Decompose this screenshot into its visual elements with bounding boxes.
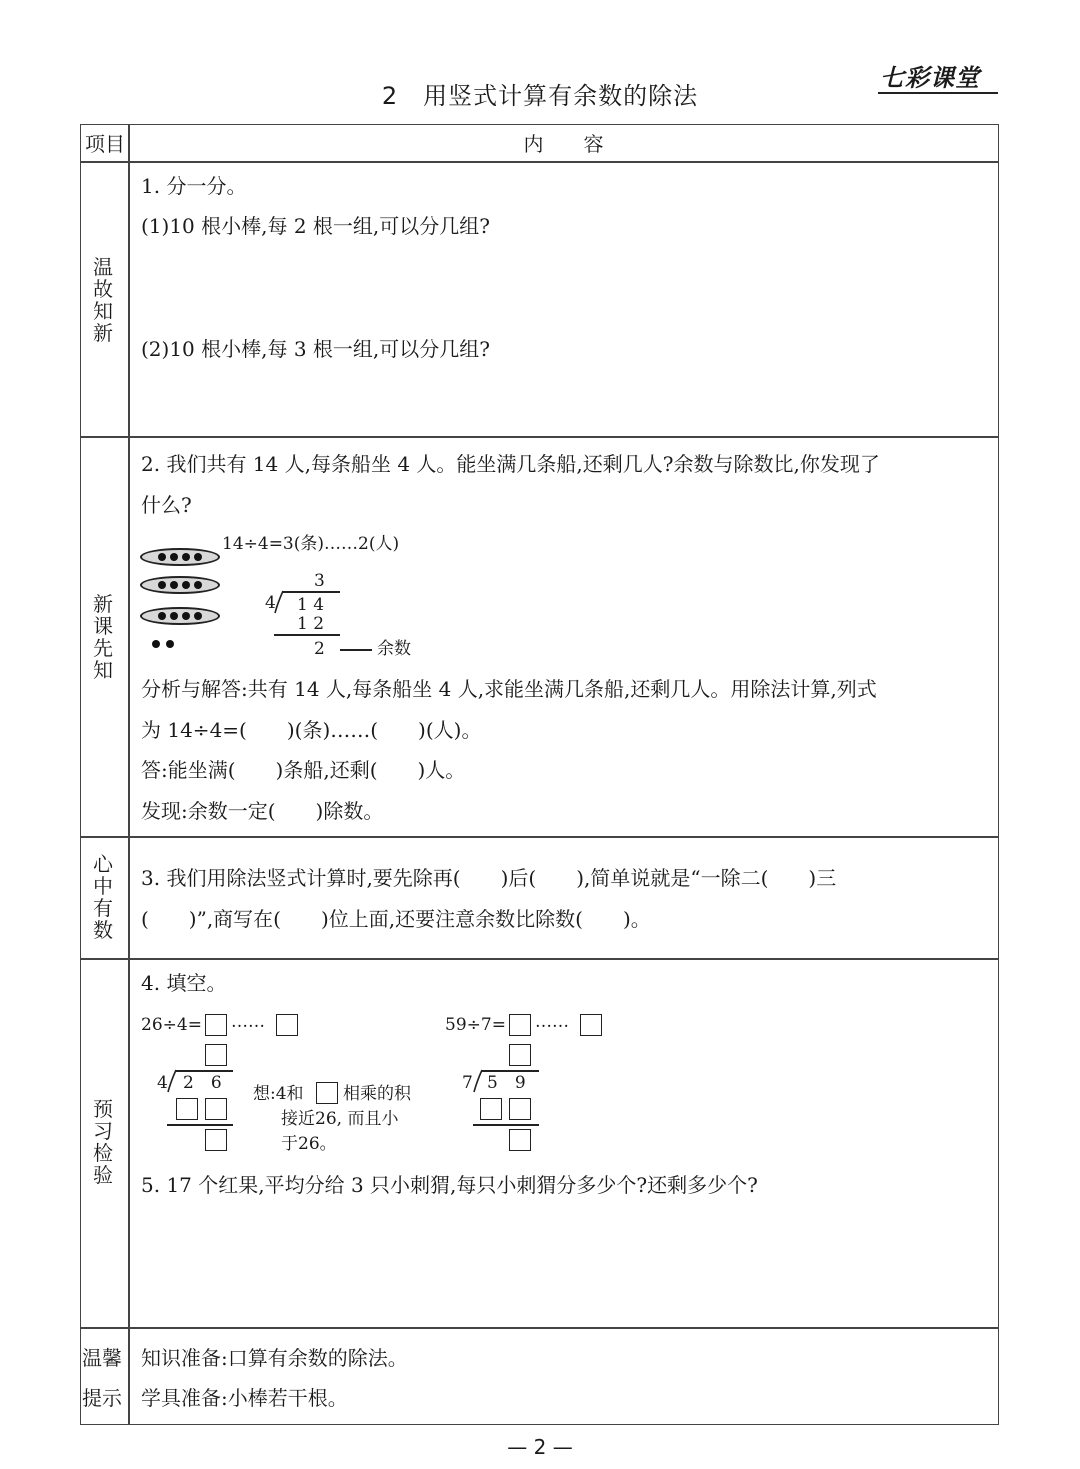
logo-underline	[878, 92, 998, 94]
person-dot	[194, 553, 202, 561]
row-divider	[80, 836, 999, 838]
label-char: 故	[93, 277, 113, 301]
label-char: 温	[93, 255, 113, 279]
person-dot	[158, 581, 166, 589]
tip-knowledge: 知识准备:口算有余数的除法。	[141, 1346, 408, 1370]
answer-box-quotient[interactable]	[205, 1014, 227, 1036]
column-header-item: 项目	[85, 132, 125, 156]
right-dividend: 5 9	[487, 1073, 526, 1093]
question-3-line-1: 3. 我们用除法竖式计算时,要先除再( )后( ),简单说就是“一除二( )三	[141, 866, 837, 890]
left-divisor: 4	[157, 1073, 168, 1093]
division-bar	[175, 1070, 233, 1072]
answer-box-product-tens[interactable]	[480, 1098, 502, 1120]
hint-answer-box[interactable]	[316, 1082, 338, 1104]
label-char: 知	[93, 299, 113, 323]
hint-text-2: 接近26, 而且小	[281, 1109, 399, 1129]
label-char: 课	[93, 614, 113, 638]
remainder-pointer-line	[340, 649, 372, 651]
answer-box-quotient[interactable]	[509, 1014, 531, 1036]
leftover-person-dot	[152, 640, 160, 648]
analysis-line-2: 为 14÷4=( )(条)……( )(人)。	[141, 718, 482, 742]
division-bracket	[167, 1068, 179, 1094]
division-bar	[282, 591, 340, 593]
ellipsis: ……	[535, 1012, 569, 1032]
section-label-check	[90, 1098, 116, 1186]
hint-text-1a: 想:4和	[253, 1084, 304, 1104]
leftover-person-dot	[166, 640, 174, 648]
boat-illustration	[140, 576, 220, 594]
long-division-dividend: 1 4	[297, 595, 325, 615]
hint-text-1b: 相乘的积	[343, 1084, 411, 1104]
subtraction-line	[274, 634, 340, 636]
row-divider	[80, 161, 999, 163]
person-dot	[194, 612, 202, 620]
row-divider	[80, 1327, 999, 1329]
section-label-tips-line-1: 温馨	[82, 1346, 122, 1370]
remainder-label: 余数	[377, 639, 411, 659]
question-2-line-1: 2. 我们共有 14 人,每条船坐 4 人。能坐满几条船,还剩几人?余数与除数比,你发现了	[141, 452, 880, 476]
person-dot	[170, 612, 178, 620]
page-title: 2 用竖式计算有余数的除法	[381, 82, 699, 110]
brand-logo: 七彩课堂	[880, 64, 980, 92]
page-number: — 2 —	[507, 1435, 573, 1459]
column-header-content: 内 容	[523, 132, 604, 156]
equation-right: 59÷7=	[445, 1015, 506, 1035]
long-division-divisor: 4	[265, 593, 276, 613]
tip-tools: 学具准备:小棒若干根。	[141, 1386, 348, 1410]
answer-box-remainder-ld[interactable]	[509, 1129, 531, 1151]
equation-left: 26÷4=	[141, 1015, 202, 1035]
ellipsis: ……	[231, 1012, 265, 1032]
person-dot	[194, 581, 202, 589]
person-dot	[170, 581, 178, 589]
question-2-line-2: 什么?	[141, 493, 192, 517]
label-char: 新	[93, 592, 113, 616]
boat-illustration	[140, 607, 220, 625]
division-bracket	[473, 1068, 485, 1094]
question-5: 5. 17 个红果,平均分给 3 只小刺猬,每只小刺猬分多少个?还剩多少个?	[141, 1173, 758, 1197]
boat-illustration	[140, 548, 220, 566]
person-dot	[158, 553, 166, 561]
right-divisor: 7	[462, 1073, 473, 1093]
question-4: 4. 填空。	[141, 971, 227, 995]
label-char: 先	[93, 636, 113, 660]
answer-box-remainder[interactable]	[580, 1014, 602, 1036]
section-label-warmup	[90, 256, 116, 344]
person-dot	[182, 553, 190, 561]
label-char: 新	[93, 321, 113, 345]
answer-box-remainder-ld[interactable]	[205, 1129, 227, 1151]
label-char: 数	[93, 918, 113, 942]
row-divider	[80, 436, 999, 438]
person-dot	[182, 581, 190, 589]
label-char: 检	[93, 1141, 113, 1165]
row-divider	[80, 958, 999, 960]
question-1: 1. 分一分。	[141, 174, 247, 198]
left-dividend: 2 6	[183, 1073, 222, 1093]
person-dot	[158, 612, 166, 620]
answer-box-ld-quotient[interactable]	[509, 1044, 531, 1066]
label-column-divider	[128, 124, 130, 1425]
discovery-line: 发现:余数一定( )除数。	[141, 799, 384, 823]
answer-box-product-ones[interactable]	[509, 1098, 531, 1120]
answer-box-ld-quotient[interactable]	[205, 1044, 227, 1066]
section-label-preview	[90, 593, 116, 681]
label-char: 预	[93, 1097, 113, 1121]
answer-box-remainder[interactable]	[276, 1014, 298, 1036]
subtraction-line	[167, 1124, 233, 1126]
subtraction-line	[473, 1124, 539, 1126]
question-3-line-2: ( )”,商写在( )位上面,还要注意余数比除数( )。	[141, 907, 651, 931]
section-label-tips-line-2: 提示	[82, 1386, 122, 1410]
hint-text-3: 于26。	[281, 1134, 337, 1154]
division-equation: 14÷4=3(条)……2(人)	[222, 534, 400, 554]
analysis-line-1: 分析与解答:共有 14 人,每条船坐 4 人,求能坐满几条船,还剩几人。用除法计算,列式	[141, 677, 877, 701]
answer-box-product-ones[interactable]	[205, 1098, 227, 1120]
long-division-product: 1 2	[297, 614, 325, 634]
answer-line: 答:能坐满( )条船,还剩( )人。	[141, 758, 466, 782]
section-label-mind	[90, 853, 116, 941]
person-dot	[170, 553, 178, 561]
label-char: 习	[93, 1119, 113, 1143]
long-division-remainder: 2	[314, 639, 325, 659]
question-1-part-2: (2)10 根小棒,每 3 根一组,可以分几组?	[141, 337, 491, 361]
label-char: 验	[93, 1163, 113, 1187]
label-char: 有	[93, 896, 113, 920]
person-dot	[182, 612, 190, 620]
long-division-quotient: 3	[314, 571, 325, 591]
answer-box-product-tens[interactable]	[176, 1098, 198, 1120]
division-bar	[481, 1070, 539, 1072]
question-1-part-1: (1)10 根小棒,每 2 根一组,可以分几组?	[141, 214, 491, 238]
label-char: 心	[93, 852, 113, 876]
label-char: 知	[93, 658, 113, 682]
label-char: 中	[93, 874, 113, 898]
